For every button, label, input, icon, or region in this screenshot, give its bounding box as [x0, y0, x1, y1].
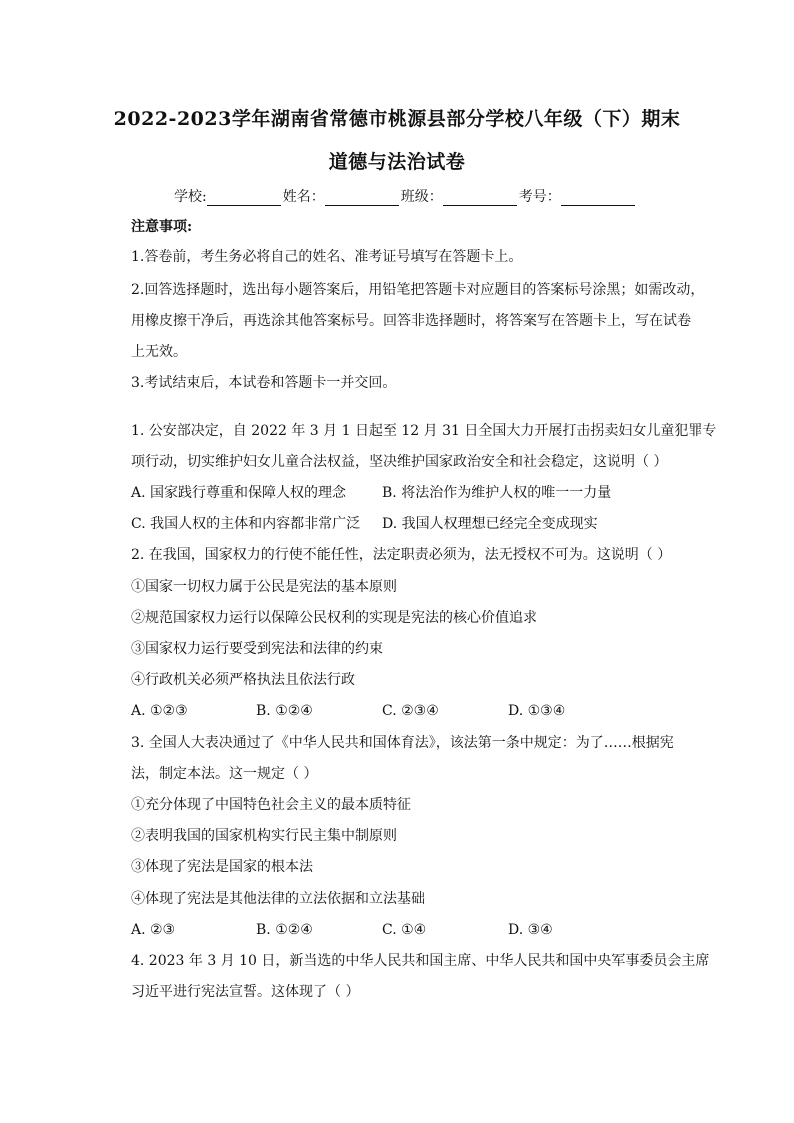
question-2-option-d: D. ①③④ [508, 703, 566, 719]
question-3-option-b: B. ①②④ [256, 922, 313, 938]
student-info-row [174, 186, 637, 206]
question-3-option-d: D. ③④ [508, 922, 553, 938]
question-2-statement: ②规范国家权力运行以保障公民权利的实现是宪法的核心价值追求 [131, 610, 537, 626]
question-2-option-b: B. ①②④ [256, 703, 313, 719]
exam-title-line1: 2022-2023学年湖南省常德市桃源县部分学校八年级（下）期末 [113, 108, 681, 130]
name-blank[interactable] [325, 191, 399, 206]
question-2-statement: ①国家一切权力属于公民是宪法的基本原则 [131, 579, 397, 595]
question-3-option-c: C. ①④ [382, 922, 427, 938]
question-2-statement: ④行政机关必须严格执法且依法行政 [131, 672, 355, 688]
name-label: 姓名： [282, 189, 325, 205]
question-4-text: 习近平进行宪法宣誓。这体现了（ ） [131, 984, 360, 1000]
notice-item: 2.回答选择题时，选出每小题答案后，用铅笔把答题卡对应题目的答案标号涂黑；如需改动， [131, 282, 705, 298]
question-3-option-a: A. ②③ [131, 922, 176, 938]
question-4-text: 4. 2023 年 3 月 10 日，新当选的中华人民共和国主席、中华人民共和国中央军事委员会主席 [131, 953, 710, 969]
school-label: 学校: [174, 189, 207, 205]
class-label: 班级： [400, 189, 443, 205]
exam-title-line2: 道德与法治试卷 [328, 151, 466, 173]
exam-number-blank[interactable] [561, 191, 635, 206]
question-3-statement: ②表明我国的国家机构实行民主集中制原则 [131, 828, 397, 844]
notice-item: 用橡皮擦干净后，再选涂其他答案标号。回答非选择题时，将答案写在答题卡上，写在试卷 [131, 313, 691, 329]
question-3-text: 法，制定本法。这一规定（ ） [131, 766, 318, 782]
question-3-statement: ④体现了宪法是其他法律的立法依据和立法基础 [131, 891, 425, 907]
question-3-statement: ①充分体现了中国特色社会主义的最本质特征 [131, 797, 411, 813]
question-2-option-c: C. ②③④ [382, 703, 439, 719]
notice-item: 1.答卷前，考生务必将自己的姓名、准考证号填写在答题卡上。 [131, 249, 523, 265]
notice-item: 3.考试结束后，本试卷和答题卡一并交回。 [131, 375, 397, 391]
school-blank[interactable] [207, 191, 281, 206]
question-1-option-d: D. 我国人权理想已经完全变成现实 [382, 516, 598, 532]
exam-number-label: 考号： [518, 189, 561, 205]
question-3-statement: ③体现了宪法是国家的根本法 [131, 859, 313, 875]
question-1-option-b: B. 将法治作为维护人权的唯一一力量 [382, 485, 612, 501]
question-1-option-c: C. 我国人权的主体和内容都非常广泛 [131, 516, 361, 532]
question-1-text: 1. 公安部决定，自 2022 年 3 月 1 日起至 12 月 31 日全国大力开展打击拐卖妇女儿童犯罪专 [131, 423, 717, 439]
notice-heading: 注意事项: [131, 219, 193, 235]
notice-item: 上无效。 [131, 344, 187, 360]
question-2-text: 2. 在我国，国家权力的行使不能任性，法定职责必须为，法无授权不可为。这说明（ ） [131, 547, 672, 563]
question-1-text: 项行动，切实维护妇女儿童合法权益，坚决维护国家政治安全和社会稳定，这说明（ ） [131, 454, 668, 470]
question-1-option-a: A. 国家践行尊重和保障人权的理念 [131, 485, 347, 501]
question-2-statement: ③国家权力运行要受到宪法和法律的约束 [131, 641, 383, 657]
class-blank[interactable] [443, 191, 517, 206]
question-3-text: 3. 全国人大表决通过了《中华人民共和国体育法》，该法第一条中规定：为了……根据宪 [131, 735, 674, 751]
question-2-option-a: A. ①②③ [131, 703, 188, 719]
